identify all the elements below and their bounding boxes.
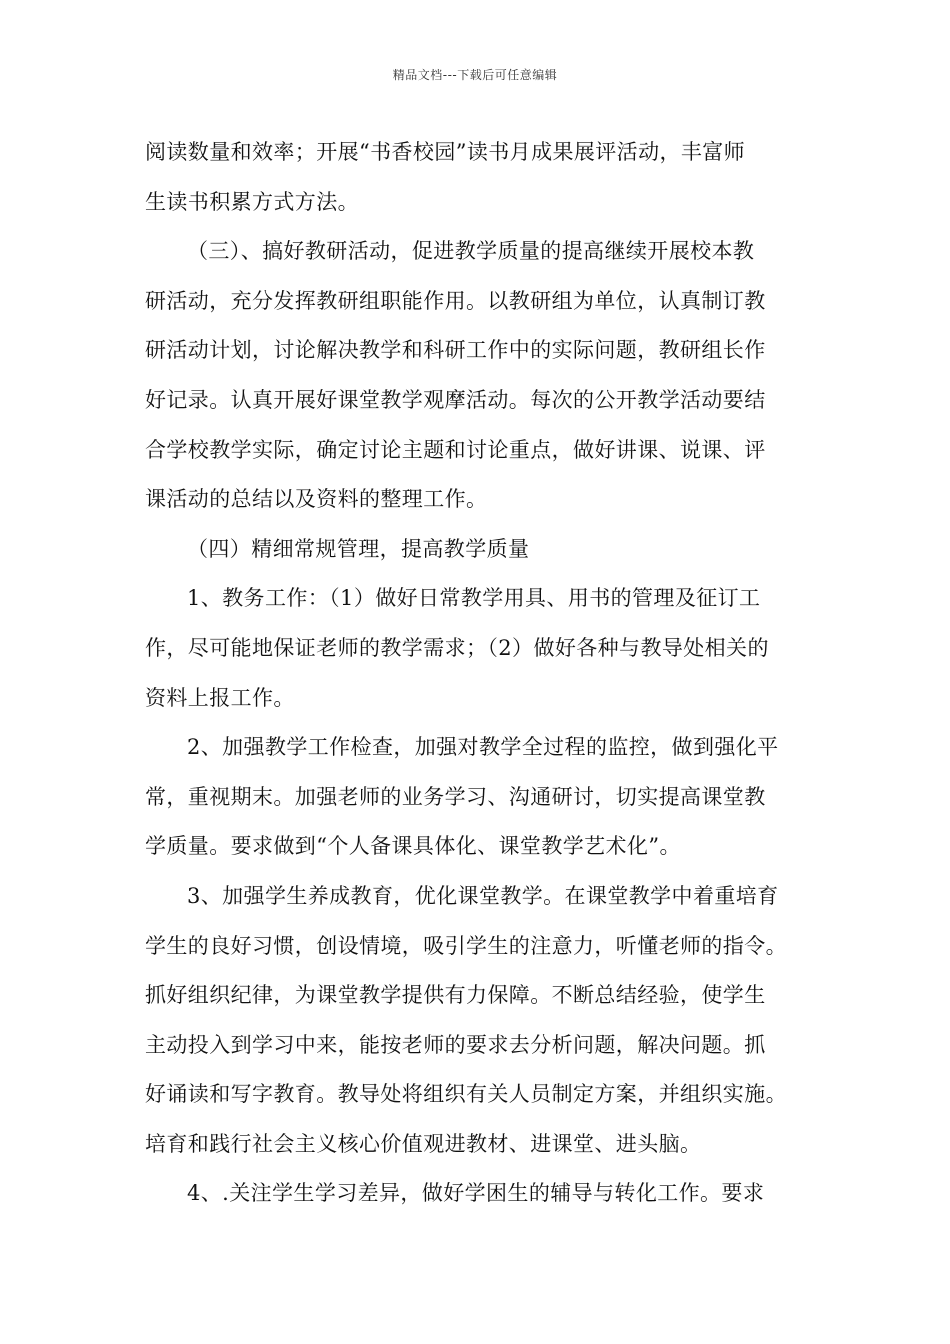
text-line: 课活动的总结以及资料的整理工作。 (145, 487, 488, 512)
text-line: 4、.关注学生学习差异，做好学困生的辅导与转化工作。要求 (187, 1181, 765, 1206)
text-line: 合学校教学实际，确定讨论主题和讨论重点，做好讲课、说课、评 (145, 437, 766, 462)
text-line: 好记录。认真开展好课堂教学观摩活动。每次的公开教学活动要结 (145, 387, 766, 412)
document-body (145, 128, 820, 1219)
text-line: 1、教务工作：（1）做好日常教学用具、用书的管理及征订工 (187, 586, 761, 611)
text-line: （三）、搞好教研活动，促进教学质量的提高继续开展校本教 (187, 239, 755, 264)
text-line: 学生的良好习惯，创设情境，吸引学生的注意力，听懂老师的指令。 (145, 933, 787, 958)
page-header: 精品文档---下载后可任意编辑 (392, 68, 558, 82)
paragraph-2 (145, 227, 820, 525)
paragraph-1 (145, 128, 820, 227)
paragraph-5 (145, 723, 820, 872)
paragraph-4 (145, 574, 820, 723)
text-line: 生读书积累方式方法。 (145, 189, 359, 214)
paragraph-7 (145, 1169, 820, 1219)
paragraph-6 (145, 872, 820, 1170)
text-line: 3、加强学生养成教育，优化课堂教学。在课堂教学中着重培育 (187, 883, 779, 908)
text-line: （四）精细常规管理，提高教学质量 (187, 536, 530, 561)
text-line: 抓好组织纪律，为课堂教学提供有力保障。不断总结经验，使学生 (145, 983, 766, 1008)
text-line: 2、加强教学工作检查，加强对教学全过程的监控，做到强化平 (187, 735, 779, 760)
text-line: 学质量。要求做到“个人备课具体化、课堂教学艺术化”。 (145, 834, 681, 859)
text-line: 好诵读和写字教育。教导处将组织有关人员制定方案，并组织实施。 (145, 1082, 787, 1107)
text-line: 作，尽可能地保证老师的教学需求；（2）做好各种与教导处相关的 (145, 635, 769, 660)
text-line: 资料上报工作。 (145, 685, 295, 710)
paragraph-3-heading (145, 525, 820, 575)
text-line: 研活动计划，讨论解决教学和科研工作中的实际问题，教研组长作 (145, 338, 766, 363)
text-line: 阅读数量和效率；开展“书香校园”读书月成果展评活动，丰富师 (145, 140, 746, 164)
text-line: 常，重视期末。加强老师的业务学习、沟通研讨，切实提高课堂教 (145, 784, 766, 809)
text-line: 培育和践行社会主义核心价值观进教材、进课堂、进头脑。 (145, 1131, 702, 1156)
text-line: 主动投入到学习中来，能按老师的要求去分析问题，解决问题。抓 (145, 1032, 766, 1057)
text-line: 研活动，充分发挥教研组职能作用。以教研组为单位，认真制订教 (145, 288, 766, 313)
